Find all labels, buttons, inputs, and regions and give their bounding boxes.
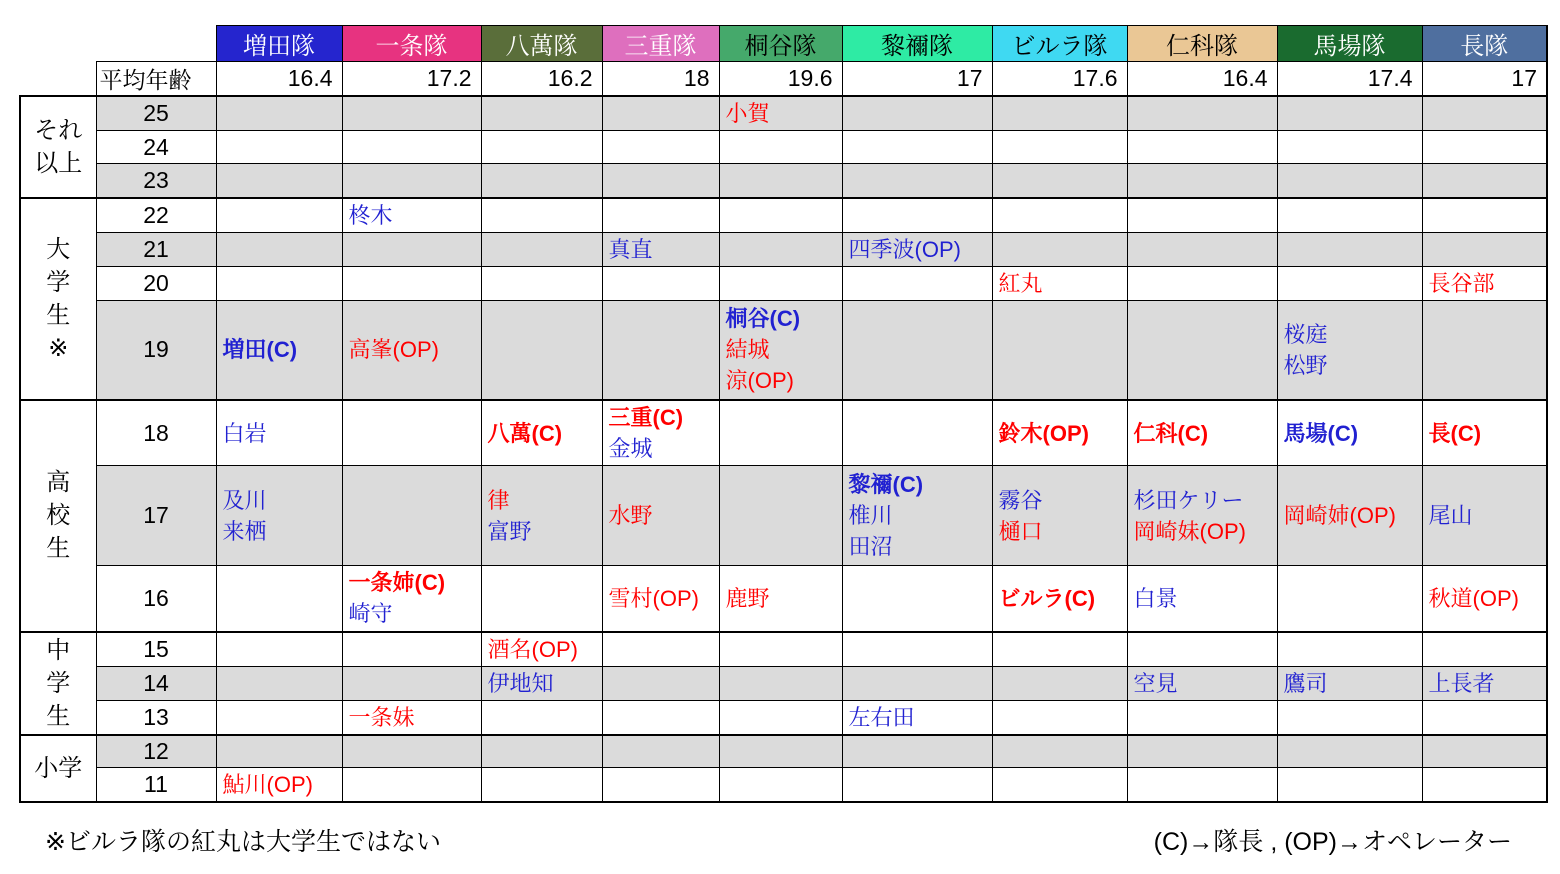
roster-cell (719, 466, 842, 566)
roster-cell (992, 632, 1127, 667)
roster-cell (719, 768, 842, 803)
age-group-label-line: 学 (46, 268, 71, 296)
age-cell: 21 (96, 232, 216, 266)
age-cell: 12 (96, 735, 216, 768)
age-cell: 16 (96, 566, 216, 632)
roster-cell (1277, 266, 1422, 300)
member-name: 田沼 (848, 534, 893, 559)
roster-cell (992, 666, 1127, 700)
member-name: 涼(OP) (725, 368, 794, 394)
average-age-value: 17.6 (992, 62, 1127, 97)
age-cell: 22 (96, 198, 216, 233)
roster-cell (1127, 566, 1277, 632)
age-cell: 15 (96, 632, 216, 667)
average-age-value: 16.2 (481, 62, 602, 97)
roster-cell (1277, 700, 1422, 735)
member-name: 秋道(OP) (1428, 585, 1519, 611)
roster-cell (1127, 400, 1277, 466)
roster-cell (342, 735, 481, 768)
roster-cell (342, 700, 481, 735)
roster-cell (1422, 400, 1547, 466)
roster-cell (602, 735, 719, 768)
roster-cell (1422, 666, 1547, 700)
roster-cell (1422, 131, 1547, 164)
roster-cell (1277, 466, 1422, 566)
roster-cell (481, 96, 602, 131)
age-cell: 11 (96, 768, 216, 803)
member-name: 椎川 (848, 503, 893, 528)
roster-cell (602, 266, 719, 300)
roster-cell (1422, 768, 1547, 803)
roster-cell (216, 96, 342, 131)
age-cell: 24 (96, 131, 216, 164)
roster-cell (719, 632, 842, 667)
member-name: 及川 (222, 487, 267, 513)
roster-cell (602, 466, 719, 566)
footnote: ※ビルラ隊の紅丸は大学生ではない (45, 828, 441, 856)
average-age-value: 16.4 (216, 62, 342, 97)
roster-cell (992, 232, 1127, 266)
roster-cell (1127, 466, 1277, 566)
member-name: 鈴木(OP) (998, 420, 1089, 446)
member-name: 高峯(OP) (348, 337, 439, 363)
member-name: 一条妹 (348, 704, 415, 730)
roster-cell (1277, 632, 1422, 667)
team-header: 長隊 (1422, 26, 1547, 62)
roster-cell (719, 400, 842, 466)
roster-cell (1277, 96, 1422, 131)
roster-cell (342, 131, 481, 164)
roster-cell (481, 566, 602, 632)
roster-cell (1422, 632, 1547, 667)
member-name: 増田(C) (222, 337, 298, 363)
age-group-label-line: 高 (46, 469, 71, 497)
roster-cell (342, 632, 481, 667)
member-name: 桐谷(C) (725, 306, 801, 332)
member-name: 柊木 (348, 202, 393, 228)
member-name: 崎守 (348, 601, 393, 627)
member-name: 黎禰(C) (848, 472, 924, 497)
roster-cell (342, 164, 481, 198)
age-roster-table (19, 25, 1548, 803)
roster-cell (216, 266, 342, 300)
member-name: 空見 (1133, 670, 1178, 696)
roster-cell (216, 232, 342, 266)
member-name: 三重(C) (608, 405, 684, 430)
roster-cell (342, 232, 481, 266)
roster-cell (992, 566, 1127, 632)
member-name: 富野 (487, 518, 532, 544)
team-header: 増田隊 (216, 26, 342, 62)
roster-cell (1277, 198, 1422, 233)
roster-cell (1422, 164, 1547, 198)
roster-cell (992, 198, 1127, 233)
roster-cell (216, 666, 342, 700)
age-cell: 20 (96, 266, 216, 300)
roster-cell (602, 666, 719, 700)
roster-cell (342, 768, 481, 803)
member-name: 律 (487, 487, 510, 513)
age-group-label (20, 400, 96, 632)
roster-cell (842, 96, 992, 131)
member-name: 鷹司 (1283, 670, 1328, 696)
roster-cell (842, 666, 992, 700)
age-cell: 17 (96, 466, 216, 566)
member-name: 馬場(C) (1283, 420, 1359, 446)
roster-cell (719, 96, 842, 131)
member-name: 白景 (1133, 585, 1178, 611)
age-group-label-line: 小学 (34, 754, 83, 782)
roster-cell (481, 300, 602, 400)
age-group-label-line: ※ (48, 334, 69, 362)
member-name: 岡崎姉(OP) (1283, 503, 1396, 528)
roster-cell (842, 266, 992, 300)
team-header: 仁科隊 (1127, 26, 1277, 62)
member-name: 小賀 (725, 101, 770, 126)
roster-cell (342, 666, 481, 700)
roster-cell (602, 198, 719, 233)
roster-cell (481, 400, 602, 466)
roster-cell (602, 400, 719, 466)
roster-cell (342, 96, 481, 131)
age-cell: 14 (96, 666, 216, 700)
roster-cell (1422, 266, 1547, 300)
member-name: 雪村(OP) (608, 585, 699, 611)
team-header: 一条隊 (342, 26, 481, 62)
roster-cell (216, 768, 342, 803)
roster-cell (1127, 300, 1277, 400)
member-name: 伊地知 (487, 670, 554, 696)
roster-cell (1277, 566, 1422, 632)
member-name: 一条姉(C) (348, 570, 446, 596)
average-age-value: 16.4 (1127, 62, 1277, 97)
age-cell: 25 (96, 96, 216, 131)
roster-cell (992, 300, 1127, 400)
roster-cell (1422, 566, 1547, 632)
roster-cell (1127, 735, 1277, 768)
member-name: 左右田 (848, 704, 915, 730)
roster-cell (842, 735, 992, 768)
roster-cell (216, 198, 342, 233)
roster-cell (842, 566, 992, 632)
roster-cell (1127, 232, 1277, 266)
roster-cell (602, 232, 719, 266)
roster-cell (481, 768, 602, 803)
roster-cell (216, 700, 342, 735)
legend-note: (C)→隊長 , (OP)→オペレーター (1153, 828, 1512, 856)
member-name: 尾山 (1428, 503, 1473, 528)
roster-cell (842, 300, 992, 400)
member-name: 松野 (1283, 352, 1328, 378)
member-name: 仁科(C) (1133, 420, 1209, 446)
roster-cell (719, 164, 842, 198)
roster-cell (602, 131, 719, 164)
roster-cell (1277, 232, 1422, 266)
member-name: 四季波(OP) (848, 236, 961, 262)
roster-cell (992, 700, 1127, 735)
roster-cell (602, 96, 719, 131)
roster-cell (842, 632, 992, 667)
roster-cell (602, 164, 719, 198)
team-header: 黎禰隊 (842, 26, 992, 62)
roster-cell (602, 566, 719, 632)
age-cell: 23 (96, 164, 216, 198)
roster-cell (992, 266, 1127, 300)
roster-cell (1277, 768, 1422, 803)
member-name: 樋口 (998, 518, 1043, 544)
roster-cell (1277, 400, 1422, 466)
roster-cell (602, 632, 719, 667)
average-age-value: 17.4 (1277, 62, 1422, 97)
roster-cell (1127, 632, 1277, 667)
average-age-label: 平均年齢 (96, 62, 216, 97)
roster-cell (1277, 666, 1422, 700)
roster-cell (216, 735, 342, 768)
roster-cell (481, 266, 602, 300)
roster-cell (719, 198, 842, 233)
roster-cell (481, 232, 602, 266)
roster-cell (1277, 164, 1422, 198)
team-header: ビルラ隊 (992, 26, 1127, 62)
roster-cell (342, 566, 481, 632)
roster-cell (842, 700, 992, 735)
age-group-label (20, 735, 96, 803)
member-name: 長(C) (1428, 420, 1482, 446)
roster-cell (481, 164, 602, 198)
header-spacer (20, 26, 216, 62)
roster-cell (481, 700, 602, 735)
roster-cell (1422, 700, 1547, 735)
roster-cell (992, 735, 1127, 768)
roster-cell (842, 400, 992, 466)
roster-cell (1127, 96, 1277, 131)
member-name: 水野 (608, 503, 653, 528)
roster-cell (1422, 466, 1547, 566)
age-cell: 18 (96, 400, 216, 466)
header-spacer (20, 62, 96, 97)
average-age-value: 17 (842, 62, 992, 97)
age-group-label (20, 198, 96, 401)
average-age-value: 17.2 (342, 62, 481, 97)
roster-cell (1422, 735, 1547, 768)
member-name: 霧谷 (998, 487, 1043, 513)
age-group-label-line: 中 (46, 636, 71, 664)
member-name: 鮎川(OP) (222, 772, 313, 797)
team-header: 八萬隊 (481, 26, 602, 62)
member-name: 酒名(OP) (487, 636, 578, 662)
roster-cell (342, 266, 481, 300)
roster-cell (719, 735, 842, 768)
roster-cell (1127, 198, 1277, 233)
average-age-value: 17 (1422, 62, 1547, 97)
team-header: 馬場隊 (1277, 26, 1422, 62)
roster-cell (992, 164, 1127, 198)
roster-cell (842, 131, 992, 164)
roster-cell (1422, 300, 1547, 400)
age-group-label-line: 校 (46, 502, 71, 530)
roster-cell (992, 400, 1127, 466)
roster-cell (1127, 164, 1277, 198)
roster-cell (342, 400, 481, 466)
roster-cell (1127, 700, 1277, 735)
roster-cell (1277, 735, 1422, 768)
member-name: 杉田ケリー (1133, 487, 1244, 513)
roster-cell (602, 700, 719, 735)
roster-cell (216, 131, 342, 164)
age-group-label-line: 生 (46, 301, 71, 329)
roster-cell (216, 566, 342, 632)
member-name: 上長者 (1428, 670, 1495, 696)
roster-cell (842, 232, 992, 266)
average-age-value: 19.6 (719, 62, 842, 97)
age-cell: 13 (96, 700, 216, 735)
roster-cell (1127, 768, 1277, 803)
age-cell: 19 (96, 300, 216, 400)
member-name: 真直 (608, 236, 653, 262)
roster-cell (216, 400, 342, 466)
roster-cell (1422, 96, 1547, 131)
team-header: 三重隊 (602, 26, 719, 62)
roster-cell (1277, 131, 1422, 164)
roster-cell (216, 632, 342, 667)
roster-cell (602, 300, 719, 400)
roster-cell (481, 198, 602, 233)
roster-cell (1127, 666, 1277, 700)
roster-cell (1422, 232, 1547, 266)
roster-cell (992, 466, 1127, 566)
roster-cell (992, 96, 1127, 131)
member-name: 鹿野 (725, 585, 770, 611)
roster-cell (216, 164, 342, 198)
member-name: 紅丸 (998, 270, 1043, 296)
roster-cell (842, 466, 992, 566)
roster-cell (719, 666, 842, 700)
roster-cell (481, 666, 602, 700)
member-name: 白岩 (222, 420, 267, 446)
roster-cell (1422, 198, 1547, 233)
member-name: 桜庭 (1283, 321, 1328, 347)
roster-cell (842, 164, 992, 198)
age-group-label (20, 632, 96, 735)
roster-cell (1127, 266, 1277, 300)
roster-cell (719, 266, 842, 300)
member-name: 金城 (608, 436, 653, 461)
member-name: 長谷部 (1428, 270, 1495, 296)
roster-cell (1127, 131, 1277, 164)
roster-cell (992, 131, 1127, 164)
roster-cell (842, 768, 992, 803)
roster-cell (1277, 300, 1422, 400)
roster-cell (342, 466, 481, 566)
roster-cell (719, 131, 842, 164)
age-group-label-line: 以上 (34, 149, 83, 177)
roster-cell (602, 768, 719, 803)
roster-cell (992, 768, 1127, 803)
roster-cell (481, 632, 602, 667)
average-age-value: 18 (602, 62, 719, 97)
age-group-label-line: 大 (46, 235, 71, 263)
roster-cell (342, 300, 481, 400)
member-name: 結城 (725, 337, 770, 363)
member-name: 来栖 (222, 518, 267, 544)
roster-cell (481, 466, 602, 566)
member-name: ビルラ(C) (998, 585, 1096, 611)
roster-cell (719, 300, 842, 400)
roster-cell (842, 198, 992, 233)
roster-cell (216, 300, 342, 400)
roster-cell (216, 466, 342, 566)
age-group-label-line: 生 (46, 535, 71, 563)
age-group-label (20, 96, 96, 198)
age-group-label-line: それ (34, 116, 83, 144)
age-group-label-line: 生 (46, 702, 71, 730)
member-name: 八萬(C) (487, 420, 563, 446)
roster-cell (481, 131, 602, 164)
member-name: 岡崎妹(OP) (1133, 518, 1246, 544)
roster-cell (719, 566, 842, 632)
age-group-label-line: 学 (46, 669, 71, 697)
roster-cell (481, 735, 602, 768)
team-header: 桐谷隊 (719, 26, 842, 62)
roster-cell (719, 232, 842, 266)
roster-cell (342, 198, 481, 233)
roster-cell (719, 700, 842, 735)
